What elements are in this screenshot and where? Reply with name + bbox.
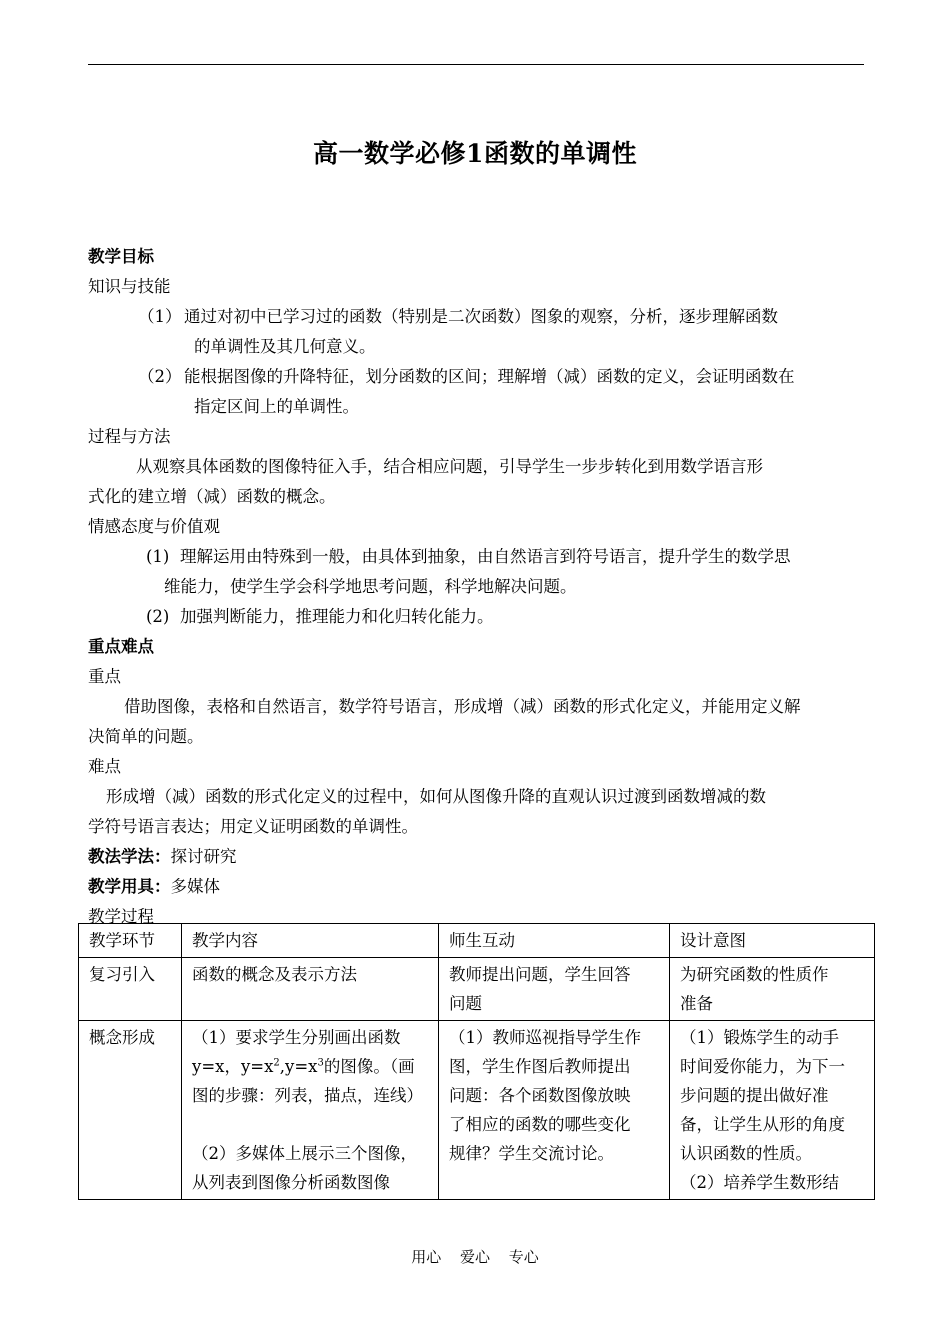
tools-value: 多媒体 xyxy=(170,877,220,896)
key-text: 借助图像，表格和自然语言，数学符号语言，形成增（减）函数的形式化定义，并能用定义解 xyxy=(124,697,801,716)
cell-line: 图的步骤：列表，描点，连线） xyxy=(192,1086,423,1105)
cell-line: 了相应的函数的哪些变化 xyxy=(449,1115,631,1134)
cell-line-formula: y=x，$y=x^2,y=x^3$的图像。（画 xyxy=(192,1057,415,1076)
tools-label: 教学用具： xyxy=(88,877,171,896)
process-method-heading: 过程与方法 xyxy=(88,427,171,446)
cell-line: （2）多媒体上展示三个图像， xyxy=(192,1144,417,1163)
item-number: (1) xyxy=(146,547,170,566)
cell-line: 从列表到图像分析函数图像 xyxy=(192,1173,390,1192)
difficult-text-cont: 学符号语言表达；用定义证明函数的单调性。 xyxy=(88,817,418,836)
cell-line: （2）培养学生数形结 xyxy=(680,1173,839,1192)
item-number: （2） xyxy=(138,367,182,386)
cell-line: 备，让学生从形的角度 xyxy=(680,1115,845,1134)
method-value: 探讨研究 xyxy=(170,847,237,866)
knowledge-item-1 xyxy=(88,302,864,332)
cell-line: （1）锻炼学生的动手 xyxy=(680,1028,839,1047)
cell-content xyxy=(182,1021,439,1200)
key-difficult-heading: 重点难点 xyxy=(88,637,154,656)
cell-stage: 复习引入 xyxy=(79,958,182,1021)
page-footer: 用心 爱心 专心 xyxy=(411,1248,539,1266)
cell-line: 为研究函数的性质作 xyxy=(680,965,829,984)
method-line xyxy=(88,842,864,872)
knowledge-heading: 知识与技能 xyxy=(88,277,171,296)
process-method-text: 从观察具体函数的图像特征入手，结合相应问题，引导学生一步步转化到用数学语言形 xyxy=(136,457,763,476)
cell-line: 认识函数的性质。 xyxy=(680,1144,812,1163)
key-text-cont: 决简单的问题。 xyxy=(88,727,204,746)
key-heading: 重点 xyxy=(88,667,121,686)
attitude-heading: 情感态度与价值观 xyxy=(88,517,220,536)
attitude-item-1 xyxy=(88,542,864,572)
difficult-text: 形成增（减）函数的形式化定义的过程中，如何从图像升降的直观认识过渡到函数增减的数 xyxy=(106,787,766,806)
table-header-row xyxy=(79,924,875,958)
cell-line: 准备 xyxy=(680,994,713,1013)
item-number: （1） xyxy=(138,307,182,326)
difficult-heading: 难点 xyxy=(88,757,121,776)
document-title: 高一数学必修1函数的单调性 xyxy=(313,139,637,168)
header-stage: 教学环节 xyxy=(79,924,182,958)
cell-intent xyxy=(670,1021,875,1200)
item-number: (2) xyxy=(146,607,170,626)
cell-stage: 概念形成 xyxy=(79,1021,182,1200)
cell-interaction xyxy=(439,1021,670,1200)
knowledge-item-2-cont: 指定区间上的单调性。 xyxy=(194,397,359,416)
process-heading: 教学过程 xyxy=(88,907,154,926)
process-method-text-cont: 式化的建立增（减）函数的概念。 xyxy=(88,487,336,506)
cell-line: 步问题的提出做好准 xyxy=(680,1086,829,1105)
header-intent: 设计意图 xyxy=(670,924,875,958)
document-body xyxy=(88,242,864,932)
item-text: 理解运用由特殊到一般，由具体到抽象，由自然语言到符号语言，提升学生的数学思 xyxy=(180,547,791,566)
cell-line: 时间爱你能力，为下一 xyxy=(680,1057,845,1076)
knowledge-item-1-cont: 的单调性及其几何意义。 xyxy=(194,337,376,356)
cell-interaction xyxy=(439,958,670,1021)
cell-content: 函数的概念及表示方法 xyxy=(182,958,439,1021)
header-rule xyxy=(88,64,864,65)
header-content: 教学内容 xyxy=(182,924,439,958)
cell-blank-line xyxy=(192,1110,428,1139)
item-text: 加强判断能力，推理能力和化归转化能力。 xyxy=(180,607,494,626)
attitude-item-1-cont: 维能力，使学生学会科学地思考问题，科学地解决问题。 xyxy=(164,577,577,596)
cell-line: 教师提出问题，学生回答 xyxy=(449,965,631,984)
tools-line xyxy=(88,872,864,902)
cell-line: 问题 xyxy=(449,994,482,1013)
item-text: 通过对初中已学习过的函数（特别是二次函数）图象的观察，分析，逐步理解函数 xyxy=(184,307,778,326)
cell-line: 问题：各个函数图像放映 xyxy=(449,1086,631,1105)
item-text: 能根据图像的升降特征，划分函数的区间；理解增（减）函数的定义，会证明函数在 xyxy=(184,367,795,386)
cell-intent xyxy=(670,958,875,1021)
attitude-item-2 xyxy=(88,602,864,632)
cell-line: （1）教师巡视指导学生作 xyxy=(449,1028,641,1047)
cell-line: （1）要求学生分别画出函数 xyxy=(192,1028,401,1047)
teaching-process-table xyxy=(78,923,875,1200)
cell-line: 规律？学生交流讨论。 xyxy=(449,1144,614,1163)
goals-heading: 教学目标 xyxy=(88,247,154,266)
cell-line: 图，学生作图后教师提出 xyxy=(449,1057,631,1076)
table-row xyxy=(79,1021,875,1200)
table-row xyxy=(79,958,875,1021)
knowledge-item-2 xyxy=(88,362,864,392)
header-interaction: 师生互动 xyxy=(439,924,670,958)
method-label: 教法学法： xyxy=(88,847,171,866)
